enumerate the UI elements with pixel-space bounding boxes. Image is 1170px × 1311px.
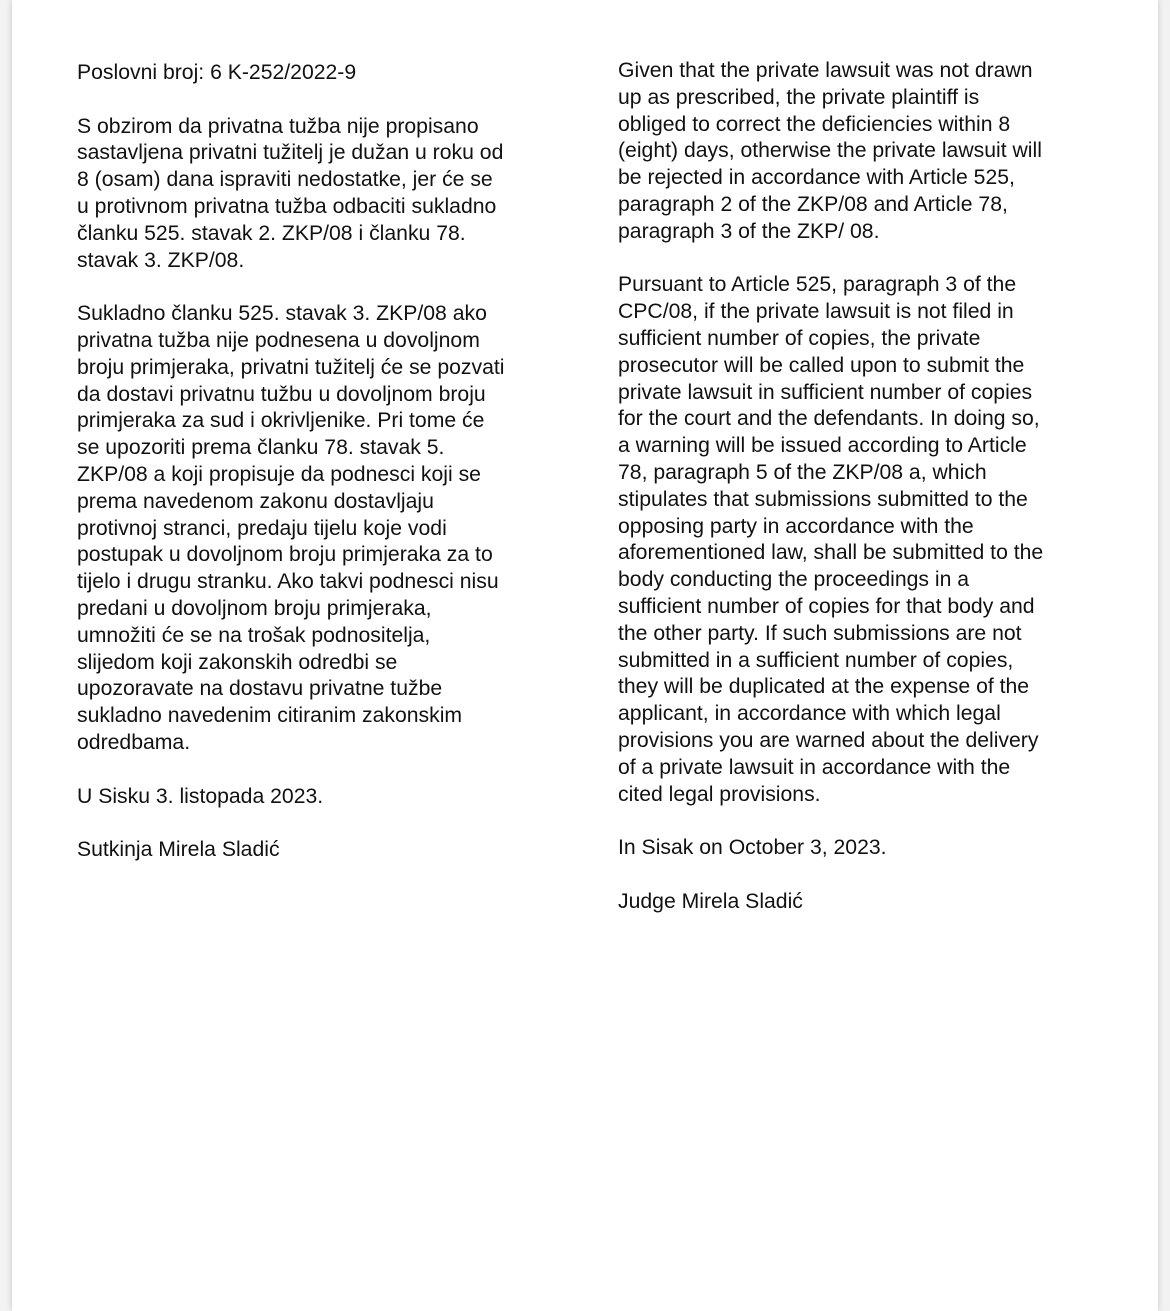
case-number: Poslovni broj: 6 K-252/2022-9 <box>77 61 357 84</box>
croatian-place-date: U Sisku 3. listopada 2023. <box>77 784 324 808</box>
croatian-signature: Sutkinja Mirela Sladić <box>77 838 280 862</box>
english-paragraph-1: Given that the private lawsuit was not drawn up as prescribed, the private plaintiff is obliged to correct the deficiencies within 8 (eight) days, otherwise the private lawsuit will be rejected in accordance with Article 525, paragraph 2 of the ZKP/08 and Article 78, paragraph 3 of the ZKP/ 08. <box>618 59 1042 243</box>
document-page <box>12 0 1158 1311</box>
croatian-paragraph-2: Sukladno članku 525. stavak 3. ZKP/08 ako privatna tužba nije podnesena u dovoljnom broju primjeraka, privatni tužitelj će se pozvati da dostavi privatnu tužbu u dovoljnom broju primjeraka za sud i okrivljenike. Pri tome će se upozoriti prema članku 78. stavak 5. ZKP/08 a koji propisuje da podnesci koji se prema navedenom zakonu dostavljaju protivnoj stranci, predaju tijelu koje vodi postupak u dovoljnom broju primjeraka za to tijelo i drugu stranku. Ako takvi podnesci nisu predani u dovoljnom broju primjeraka, umnožiti će se na trošak podnositelja, slijedom koji zakonskih odredbi se upozoravate na dostavu privatne tužbe sukladno navedenim citiranim zakonskim odredbama. <box>77 302 505 754</box>
english-signature: Judge Mirela Sladić <box>618 889 803 913</box>
english-place-date: In Sisak on October 3, 2023. <box>618 836 887 860</box>
croatian-paragraph-1: S obzirom da privatna tužba nije propisano sastavljena privatni tužitelj je dužan u roku od 8 (osam) dana ispraviti nedostatke, jer će se u protivnom privatna tužba odbaciti sukladno članku 525. stavak 2. ZKP/08 i članku 78. stavak 3. ZKP/08. <box>77 114 504 272</box>
english-paragraph-2: Pursuant to Article 525, paragraph 3 of the CPC/08, if the private lawsuit is not filed in sufficient number of copies, the private prosecutor will be called upon to submit the private lawsuit in sufficient number of copies for the court and the defendants. In doing so, a warning will be issued according to Article 78, paragraph 5 of the ZKP/08 a, which stipulates that submissions submitted to the opposing party in accordance with the aforementioned law, shall be submitted to the body conducting the proceedings in a sufficient number of copies for that body and the other party. If such submissions are not submitted in a sufficient number of copies, they will be duplicated at the expense of the applicant, in accordance with which legal provisions you are warned about the delivery of a private lawsuit in accordance with the cited legal provisions. <box>618 273 1044 806</box>
croatian-column <box>77 58 562 891</box>
english-column <box>618 58 1098 942</box>
